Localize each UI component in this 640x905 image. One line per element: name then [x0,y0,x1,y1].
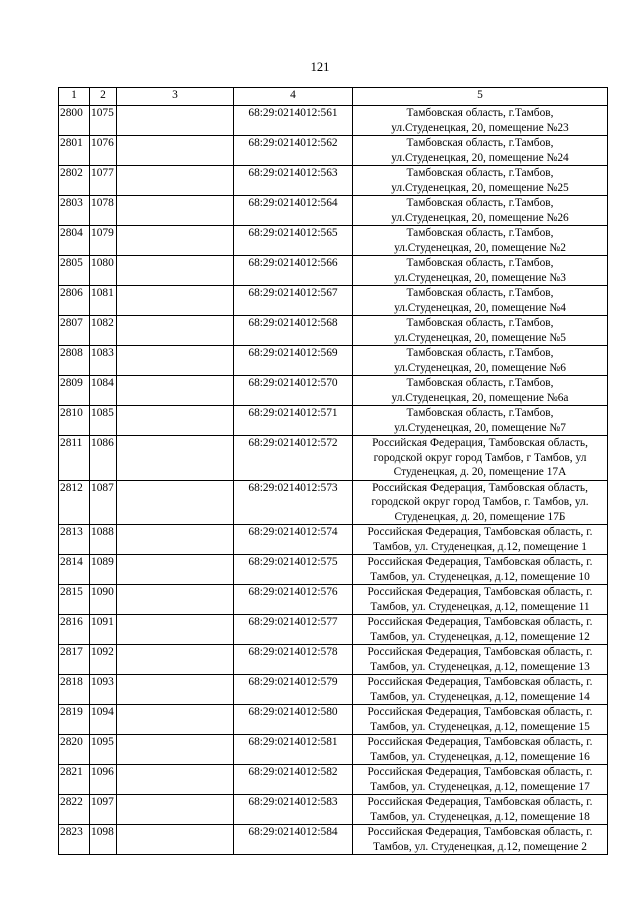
empty-cell [117,166,234,196]
address-cell [353,316,608,346]
address-line: Тамбовская область, г.Тамбов, [406,197,554,209]
address-line: Тамбовская область, г.Тамбов, [406,407,554,419]
empty-cell [117,256,234,286]
empty-cell [117,106,234,136]
empty-cell [117,735,234,765]
empty-cell [117,525,234,555]
table-row [59,226,608,256]
address-line: Тамбов, ул. Студенецкая, д.12, помещение 13 [370,660,590,673]
row-number-cell: 2809 [59,376,90,406]
address-line: ул.Студенецкая, 20, помещение №24 [391,151,569,164]
address-line: Тамбов, ул. Студенецкая, д.12, помещение 2 [373,840,587,853]
row-number-cell: 2816 [59,615,90,645]
address-line: Российская Федерация, Тамбовская область, г. [367,616,593,628]
cadastral-number-cell: 68:29:0214012:582 [234,765,353,795]
empty-cell [117,286,234,316]
cadastral-number-cell: 68:29:0214012:575 [234,555,353,585]
empty-cell [117,675,234,705]
cadastral-number-cell: 68:29:0214012:576 [234,585,353,615]
address-line: Студенецкая, д. 20, помещение 17Б [394,510,566,523]
address-line: ул.Студенецкая, 20, помещение №23 [391,121,569,134]
address-line: Российская Федерация, Тамбовская область, г. [367,706,593,718]
address-line: Тамбов, ул. Студенецкая, д.12, помещение 16 [370,750,590,763]
table-row [59,436,608,481]
address-cell [353,436,608,481]
item-number-cell: 1080 [90,256,117,286]
table-row [59,346,608,376]
item-number-cell: 1075 [90,106,117,136]
empty-cell [117,480,234,525]
item-number-cell: 1092 [90,645,117,675]
address-cell [353,615,608,645]
address-line: Тамбовская область, г.Тамбов, [406,287,554,299]
empty-cell [117,555,234,585]
table-row [59,196,608,226]
row-number-cell: 2823 [59,825,90,855]
cadastral-number-cell: 68:29:0214012:584 [234,825,353,855]
cadastral-number-cell: 68:29:0214012:567 [234,286,353,316]
address-line: Тамбовская область, г.Тамбов, [406,167,554,179]
empty-cell [117,585,234,615]
table-row [59,406,608,436]
item-number-cell: 1081 [90,286,117,316]
item-number-cell: 1077 [90,166,117,196]
row-number-cell: 2811 [59,436,90,481]
row-number-cell: 2800 [59,106,90,136]
address-cell [353,825,608,855]
table-row [59,256,608,286]
address-cell [353,256,608,286]
cadastral-number-cell: 68:29:0214012:568 [234,316,353,346]
table-row [59,795,608,825]
address-cell [353,735,608,765]
empty-cell [117,136,234,166]
cadastral-number-cell: 68:29:0214012:564 [234,196,353,226]
address-line: Тамбов, ул. Студенецкая, д.12, помещение 12 [370,630,590,643]
address-line: ул.Студенецкая, 20, помещение №2 [394,241,566,254]
item-number-cell: 1094 [90,705,117,735]
address-cell [353,406,608,436]
row-number-cell: 2817 [59,645,90,675]
cadastral-number-cell: 68:29:0214012:565 [234,226,353,256]
item-number-cell: 1085 [90,406,117,436]
address-line: городской округ город Тамбов, г Тамбов, ул [373,451,587,464]
register-table [58,87,608,855]
table-row [59,675,608,705]
table-row [59,376,608,406]
address-line: Тамбов, ул. Студенецкая, д.12, помещение 10 [370,570,590,583]
item-number-cell: 1084 [90,376,117,406]
item-number-cell: 1093 [90,675,117,705]
address-cell [353,286,608,316]
address-line: Российская Федерация, Тамбовская область, [372,437,588,449]
address-cell [353,795,608,825]
cadastral-number-cell: 68:29:0214012:570 [234,376,353,406]
header-cell: 2 [90,88,117,106]
address-line: Студенецкая, д. 20, помещение 17А [393,466,567,478]
table-row [59,645,608,675]
address-line: ул.Студенецкая, 20, помещение №3 [394,271,566,284]
header-row [59,88,608,106]
address-line: Тамбовская область, г.Тамбов, [406,377,554,389]
cadastral-number-cell: 68:29:0214012:573 [234,480,353,525]
address-cell [353,346,608,376]
header-cell: 4 [234,88,353,106]
address-line: Тамбовская область, г.Тамбов, [406,137,554,149]
cadastral-number-cell: 68:29:0214012:566 [234,256,353,286]
cadastral-number-cell: 68:29:0214012:562 [234,136,353,166]
address-cell [353,106,608,136]
cadastral-number-cell: 68:29:0214012:571 [234,406,353,436]
cadastral-number-cell: 68:29:0214012:572 [234,436,353,481]
address-line: Российская Федерация, Тамбовская область, г. [367,556,593,568]
table-row [59,765,608,795]
address-cell [353,555,608,585]
row-number-cell: 2822 [59,795,90,825]
row-number-cell: 2821 [59,765,90,795]
row-number-cell: 2820 [59,735,90,765]
address-line: Тамбов, ул. Студенецкая, д.12, помещение 18 [370,810,590,823]
cadastral-number-cell: 68:29:0214012:563 [234,166,353,196]
address-line: Российская Федерация, Тамбовская область, г. [367,526,593,538]
table-row [59,615,608,645]
address-line: Российская Федерация, Тамбовская область, г. [367,676,593,688]
item-number-cell: 1079 [90,226,117,256]
row-number-cell: 2810 [59,406,90,436]
item-number-cell: 1090 [90,585,117,615]
cadastral-number-cell: 68:29:0214012:581 [234,735,353,765]
address-cell [353,136,608,166]
row-number-cell: 2814 [59,555,90,585]
cadastral-number-cell: 68:29:0214012:574 [234,525,353,555]
row-number-cell: 2801 [59,136,90,166]
item-number-cell: 1098 [90,825,117,855]
table-row [59,735,608,765]
address-line: Тамбовская область, г.Тамбов, [406,107,554,119]
address-line: ул.Студенецкая, 20, помещение №5 [394,331,566,344]
row-number-cell: 2813 [59,525,90,555]
item-number-cell: 1097 [90,795,117,825]
row-number-cell: 2805 [59,256,90,286]
item-number-cell: 1082 [90,316,117,346]
table-row [59,825,608,855]
item-number-cell: 1089 [90,555,117,585]
header-cell: 5 [353,88,608,106]
header-cell: 3 [117,88,234,106]
empty-cell [117,316,234,346]
address-cell [353,376,608,406]
empty-cell [117,705,234,735]
address-cell [353,645,608,675]
row-number-cell: 2818 [59,675,90,705]
cadastral-number-cell: 68:29:0214012:580 [234,705,353,735]
address-cell [353,525,608,555]
address-line: городской округ город Тамбов, г. Тамбов, ул. [371,496,589,508]
empty-cell [117,825,234,855]
address-line: Тамбовская область, г.Тамбов, [406,227,554,239]
empty-cell [117,226,234,256]
row-number-cell: 2802 [59,166,90,196]
row-number-cell: 2808 [59,346,90,376]
address-line: Тамбовская область, г.Тамбов, [406,317,554,329]
address-cell [353,196,608,226]
address-line: ул.Студенецкая, 20, помещение №6а [391,391,569,404]
cadastral-number-cell: 68:29:0214012:561 [234,106,353,136]
address-cell [353,765,608,795]
address-line: Российская Федерация, Тамбовская область, г. [367,766,593,778]
empty-cell [117,436,234,481]
table-row [59,166,608,196]
address-line: Российская Федерация, Тамбовская область, г. [367,796,593,808]
cadastral-number-cell: 68:29:0214012:569 [234,346,353,376]
empty-cell [117,346,234,376]
row-number-cell: 2819 [59,705,90,735]
address-cell [353,480,608,525]
address-cell [353,585,608,615]
empty-cell [117,615,234,645]
cadastral-number-cell: 68:29:0214012:577 [234,615,353,645]
item-number-cell: 1076 [90,136,117,166]
empty-cell [117,645,234,675]
row-number-cell: 2803 [59,196,90,226]
table-row [59,136,608,166]
address-line: Тамбовская область, г.Тамбов, [406,347,554,359]
row-number-cell: 2812 [59,480,90,525]
empty-cell [117,376,234,406]
address-line: Тамбов, ул. Студенецкая, д.12, помещение 17 [370,780,590,793]
empty-cell [117,765,234,795]
address-line: Тамбов, ул. Студенецкая, д.12, помещение 11 [370,600,590,613]
table-row [59,705,608,735]
address-line: Российская Федерация, Тамбовская область, г. [367,736,593,748]
table-row [59,525,608,555]
address-line: Российская Федерация, Тамбовская область, г. [367,646,593,658]
row-number-cell: 2815 [59,585,90,615]
address-line: ул.Студенецкая, 20, помещение №26 [391,211,569,224]
table-row [59,106,608,136]
row-number-cell: 2806 [59,286,90,316]
empty-cell [117,196,234,226]
address-line: ул.Студенецкая, 20, помещение №6 [394,361,566,374]
cadastral-number-cell: 68:29:0214012:578 [234,645,353,675]
address-cell [353,166,608,196]
address-cell [353,705,608,735]
address-line: Тамбов, ул. Студенецкая, д.12, помещение 15 [370,720,590,733]
address-cell [353,675,608,705]
item-number-cell: 1078 [90,196,117,226]
item-number-cell: 1091 [90,615,117,645]
empty-cell [117,406,234,436]
table-row [59,585,608,615]
address-line: ул.Студенецкая, 20, помещение №7 [394,421,566,434]
table-row [59,555,608,585]
page-number: 121 [310,60,330,74]
table-row [59,286,608,316]
address-line: Российская Федерация, Тамбовская область, [372,481,588,494]
address-line: ул.Студенецкая, 20, помещение №25 [391,181,569,194]
address-line: Российская Федерация, Тамбовская область, г. [367,826,593,838]
item-number-cell: 1088 [90,525,117,555]
address-line: ул.Студенецкая, 20, помещение №4 [394,301,566,314]
item-number-cell: 1083 [90,346,117,376]
address-cell [353,226,608,256]
address-line: Тамбов, ул. Студенецкая, д.12, помещение 14 [370,690,590,703]
address-line: Российская Федерация, Тамбовская область, г. [367,586,593,598]
item-number-cell: 1095 [90,735,117,765]
table-row [59,480,608,525]
cadastral-number-cell: 68:29:0214012:579 [234,675,353,705]
cadastral-number-cell: 68:29:0214012:583 [234,795,353,825]
row-number-cell: 2804 [59,226,90,256]
header-cell: 1 [59,88,90,106]
item-number-cell: 1087 [90,480,117,525]
row-number-cell: 2807 [59,316,90,346]
address-line: Тамбов, ул. Студенецкая, д.12, помещение 1 [373,540,587,553]
empty-cell [117,795,234,825]
address-line: Тамбовская область, г.Тамбов, [406,257,554,269]
item-number-cell: 1086 [90,436,117,481]
table-row [59,316,608,346]
item-number-cell: 1096 [90,765,117,795]
